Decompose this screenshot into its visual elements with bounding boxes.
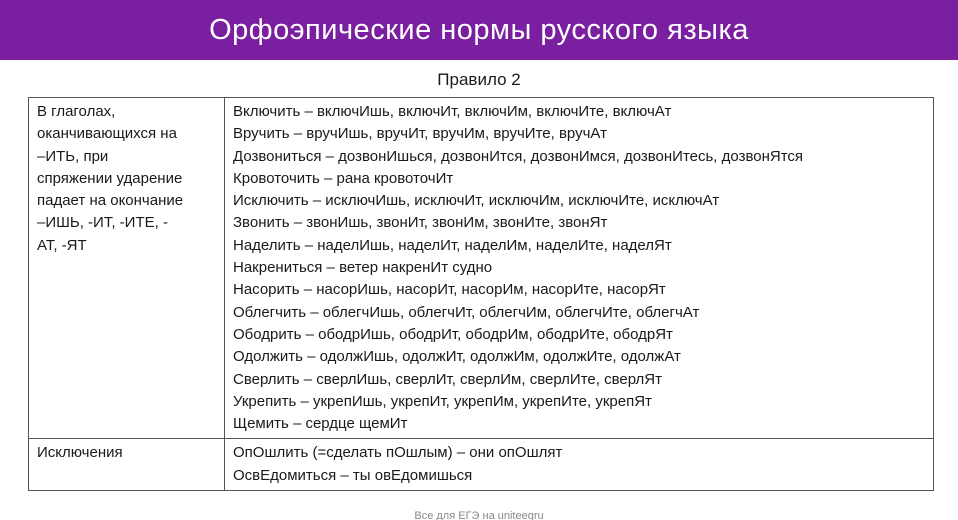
rule-label: Правило 2 [437,70,521,89]
rule-description-line: оканчивающихся на [37,125,177,143]
page-title: Орфоэпические нормы русского языка [209,13,749,46]
verb-example: Облегчить – облегчИшь, облегчИт, облегчИм, облегчИте, облегчАт [233,303,700,321]
verb-example: Укрепить – укрепИшь, укрепИт, укрепИм, укрепИте, укрепЯт [233,392,652,410]
exception-example: ОпОшлить (=сделать пОшлым) – они опОшлят [233,444,563,462]
rule-description-line: падает на окончание [37,192,184,210]
footer-caption: Все для ЕГЭ на uniteegru [414,510,544,520]
rule-description-line: –ИТЬ, при [37,147,109,165]
rule-description-line: спряжении ударение [37,169,183,187]
verb-example: Включить – включИшь, включИт, включИм, включИте, включАт [233,103,672,120]
exceptions-label: Исключения [37,444,123,462]
exceptions-cell [225,439,934,491]
rule-description-line: –ИШЬ, -ИТ, -ИТЕ, - [37,214,168,232]
exceptions-row [29,439,934,491]
page-title-banner [0,0,958,60]
exception-example: ОсвЕдомиться – ты овЕдомишься [233,466,473,484]
rule-description-cell [29,98,225,439]
verb-example: Исключить – исключИшь, исключИт, исключИм, исключИте, исключАт [233,192,720,210]
verb-example: Вручить – вручИшь, вручИт, вручИм, вручИте, вручАт [233,125,607,143]
rules-table [28,97,934,491]
exceptions-label-cell [29,439,225,491]
verb-examples-cell [225,98,934,439]
verb-example: Накрениться – ветер накренИт судно [233,259,493,277]
verb-example: Одолжить – одолжИшь, одолжИт, одолжИм, одолжИте, одолжАт [233,348,681,366]
verb-example: Насорить – насорИшь, насорИт, насорИм, насорИте, насорЯт [233,281,666,299]
verb-example: Щемить – сердце щемИт [233,415,408,433]
rule-description-line: В глаголах, [37,103,116,120]
verb-example: Дозвониться – дозвонИшься, дозвонИтся, дозвонИмся, дозвонИтесь, дозвонЯтся [233,147,804,165]
verb-example: Кровоточить – рана кровоточИт [233,169,454,187]
verb-example: Звонить – звонИшь, звонИт, звонИм, звонИте, звонЯт [233,214,608,232]
verb-example: Сверлить – сверлИшь, сверлИт, сверлИм, сверлИте, сверлЯт [233,370,663,388]
verb-example: Наделить – наделИшь, наделИт, наделИм, наделИте, наделЯт [233,236,672,254]
rule-description-line: АТ, -ЯТ [37,236,87,254]
verb-example: Ободрить – ободрИшь, ободрИт, ободрИм, ободрИте, ободрЯт [233,325,673,343]
rule-row [29,98,934,439]
